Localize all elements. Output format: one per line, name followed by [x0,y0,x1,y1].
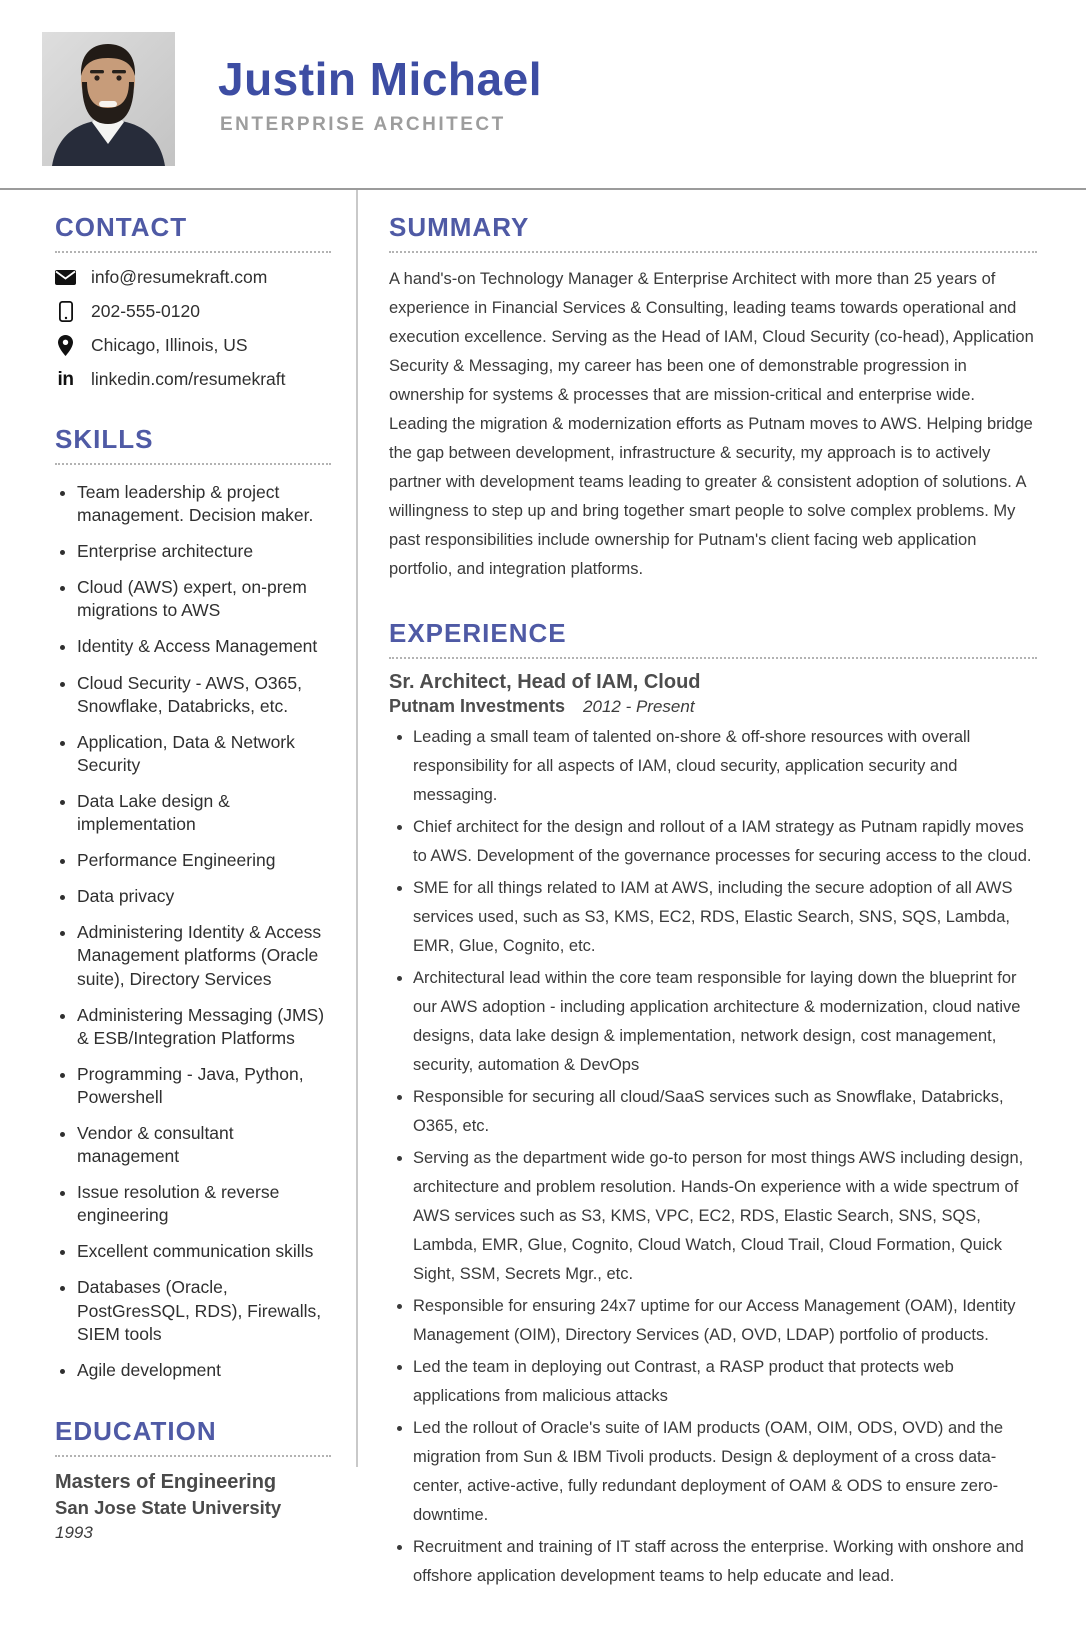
left-column [55,212,331,1577]
contact-heading: CONTACT [55,212,331,253]
skill-item: • Data Lake design & implementation [77,790,331,836]
skill-item: • Cloud Security - AWS, O365, Snowflake, Databricks, etc. [77,672,331,718]
contact-location: Chicago, Illinois, US [91,335,248,355]
skill-item: • Excellent communication skills [77,1240,331,1263]
contact-phone-row [55,301,331,322]
skill-item: • Application, Data & Network Security [77,731,331,777]
job-bullet: • Led the team in deploying out Contrast, a RASP product that protects web applications from malicious attacks [413,1353,1037,1411]
skill-item: • Programming - Java, Python, Powershell [77,1063,331,1109]
education-heading: EDUCATION [55,1416,331,1457]
contact-email-row [55,267,331,288]
contact-location-row [55,335,331,356]
education-degree: Masters of Engineering [55,1470,277,1493]
contact-linkedin-row [55,369,331,390]
skill-item: • Performance Engineering [77,849,331,872]
skill-item: • Vendor & consultant management [77,1122,331,1168]
job-bullet-list [389,723,1037,1591]
profile-photo [42,32,175,166]
skill-item: • Databases (Oracle, PostGresSQL, RDS), Firewalls, SIEM tools [77,1276,331,1345]
job-bullet: • Leading a small team of talented on-shore & off-shore resources with overall responsibility for all aspects of IAM, cloud security, application security and messaging. [413,723,1037,810]
phone-icon [55,301,76,322]
skill-item: • Issue resolution & reverse engineering [77,1181,331,1227]
skill-item: • Data privacy [77,885,331,908]
job-bullet: • Chief architect for the design and rollout of a IAM strategy as Putnam rapidly moves to AWS. Development of the governance processes for securing access to the cloud. [413,813,1037,871]
person-job-title: ENTERPRISE ARCHITECT [220,114,506,135]
skills-list [55,481,331,1382]
header-divider [0,188,1086,190]
job-bullet: • Led the rollout of Oracle's suite of IAM products (OAM, OIM, ODS, OVD) and the migration from Sun & IBM Tivoli products. Design & deployment of a cross data-center, active-active, fully redundant deployment of OAM & ODS to ensure zero-downtime. [413,1414,1037,1530]
experience-heading: EXPERIENCE [389,618,1037,659]
summary-heading: SUMMARY [389,212,1037,253]
person-name: Justin Michael [218,53,542,105]
location-pin-icon [55,335,76,356]
right-column [389,212,1037,1625]
email-icon [55,267,76,288]
education-year: 1993 [55,1522,93,1542]
job-bullet: • SME for all things related to IAM at AWS, including the secure adoption of all AWS services used, such as S3, KMS, EC2, RDS, Elastic Search, SNS, SQS, Lambda, EMR, Glue, Cognito, etc. [413,874,1037,961]
skill-item: • Identity & Access Management [77,635,331,658]
skill-item: • Agile development [77,1359,331,1382]
skill-item: • Administering Identity & Access Management platforms (Oracle suite), Directory Services [77,921,331,990]
contact-section [55,212,331,390]
skill-item: • Administering Messaging (JMS) & ESB/Integration Platforms [77,1004,331,1050]
education-school: San Jose State University [55,1496,282,1518]
job-dates: 2012 - Present [583,697,695,716]
skill-item: • Cloud (AWS) expert, on-prem migrations to AWS [77,576,331,622]
skill-item: • Team leadership & project management. Decision maker. [77,481,331,527]
contact-phone: 202-555-0120 [91,301,200,321]
experience-section [389,618,1037,1591]
experience-job [389,671,1037,1591]
job-company: Putnam Investments [389,696,566,716]
contact-email: info@resumekraft.com [91,267,268,287]
job-bullet: • Architectural lead within the core team responsible for laying down the blueprint for our AWS adoption - including application architecture & modernization, cloud native designs, data lake design & implementation, network design, cost management, security, automation & DevOps [413,964,1037,1080]
summary-section [389,212,1037,584]
skills-heading: SKILLS [55,424,331,465]
job-bullet: • Responsible for securing all cloud/SaaS services such as Snowflake, Databricks, O365, etc. [413,1083,1037,1141]
job-bullet: • Serving as the department wide go-to person for most things AWS including design, architecture and problem resolution. Hands-On experience with a wide spectrum of AWS services such as S3, KMS, VPC, EC2, RDS, Elastic Search, SNS, SQS, Lambda, EMR, Glue, Cognito, Cloud Watch, Cloud Trail, Cloud Formation, Quick Sight, SSM, Secrets Mgr., etc. [413,1144,1037,1289]
job-title: Sr. Architect, Head of IAM, Cloud [389,671,701,693]
column-divider [356,190,358,1467]
summary-text: A hand's-on Technology Manager & Enterprise Architect with more than 25 years of experience in Financial Services & Consulting, leading teams towards operational and execution excellence. Serving as the Head of IAM, Cloud Security (co-head), Application Security & Messaging, my career has been one of demonstrable progression in ownership for systems & processes that are mission-critical and enterprise wide. Leading the migration & modernization efforts as Putnam moves to AWS. Helping bridge the gap between development, infrastructure & security, my approach is to actively partner with development teams leading to greater & consistent adoption of solutions. A willingness to step up and bring together smart people to solve complex problems. My past responsibilities include ownership for Putnam's client facing web application portfolio, and integration platforms. [389,270,1034,578]
contact-linkedin: linkedin.com/resumekraft [91,369,286,389]
education-section [55,1416,331,1543]
linkedin-icon: in [57,368,74,390]
skills-section [55,424,331,1382]
profile-photo-illustration [42,32,175,166]
job-bullet: • Responsible for ensuring 24x7 uptime for our Access Management (OAM), Identity Management (OIM), Directory Services (AD, OVD, LDAP) portfolio of products. [413,1292,1037,1350]
skill-item: • Enterprise architecture [77,540,331,563]
job-bullet: • Recruitment and training of IT staff across the enterprise. Working with onshore and offshore application development teams to help educate and lead. [413,1533,1037,1591]
